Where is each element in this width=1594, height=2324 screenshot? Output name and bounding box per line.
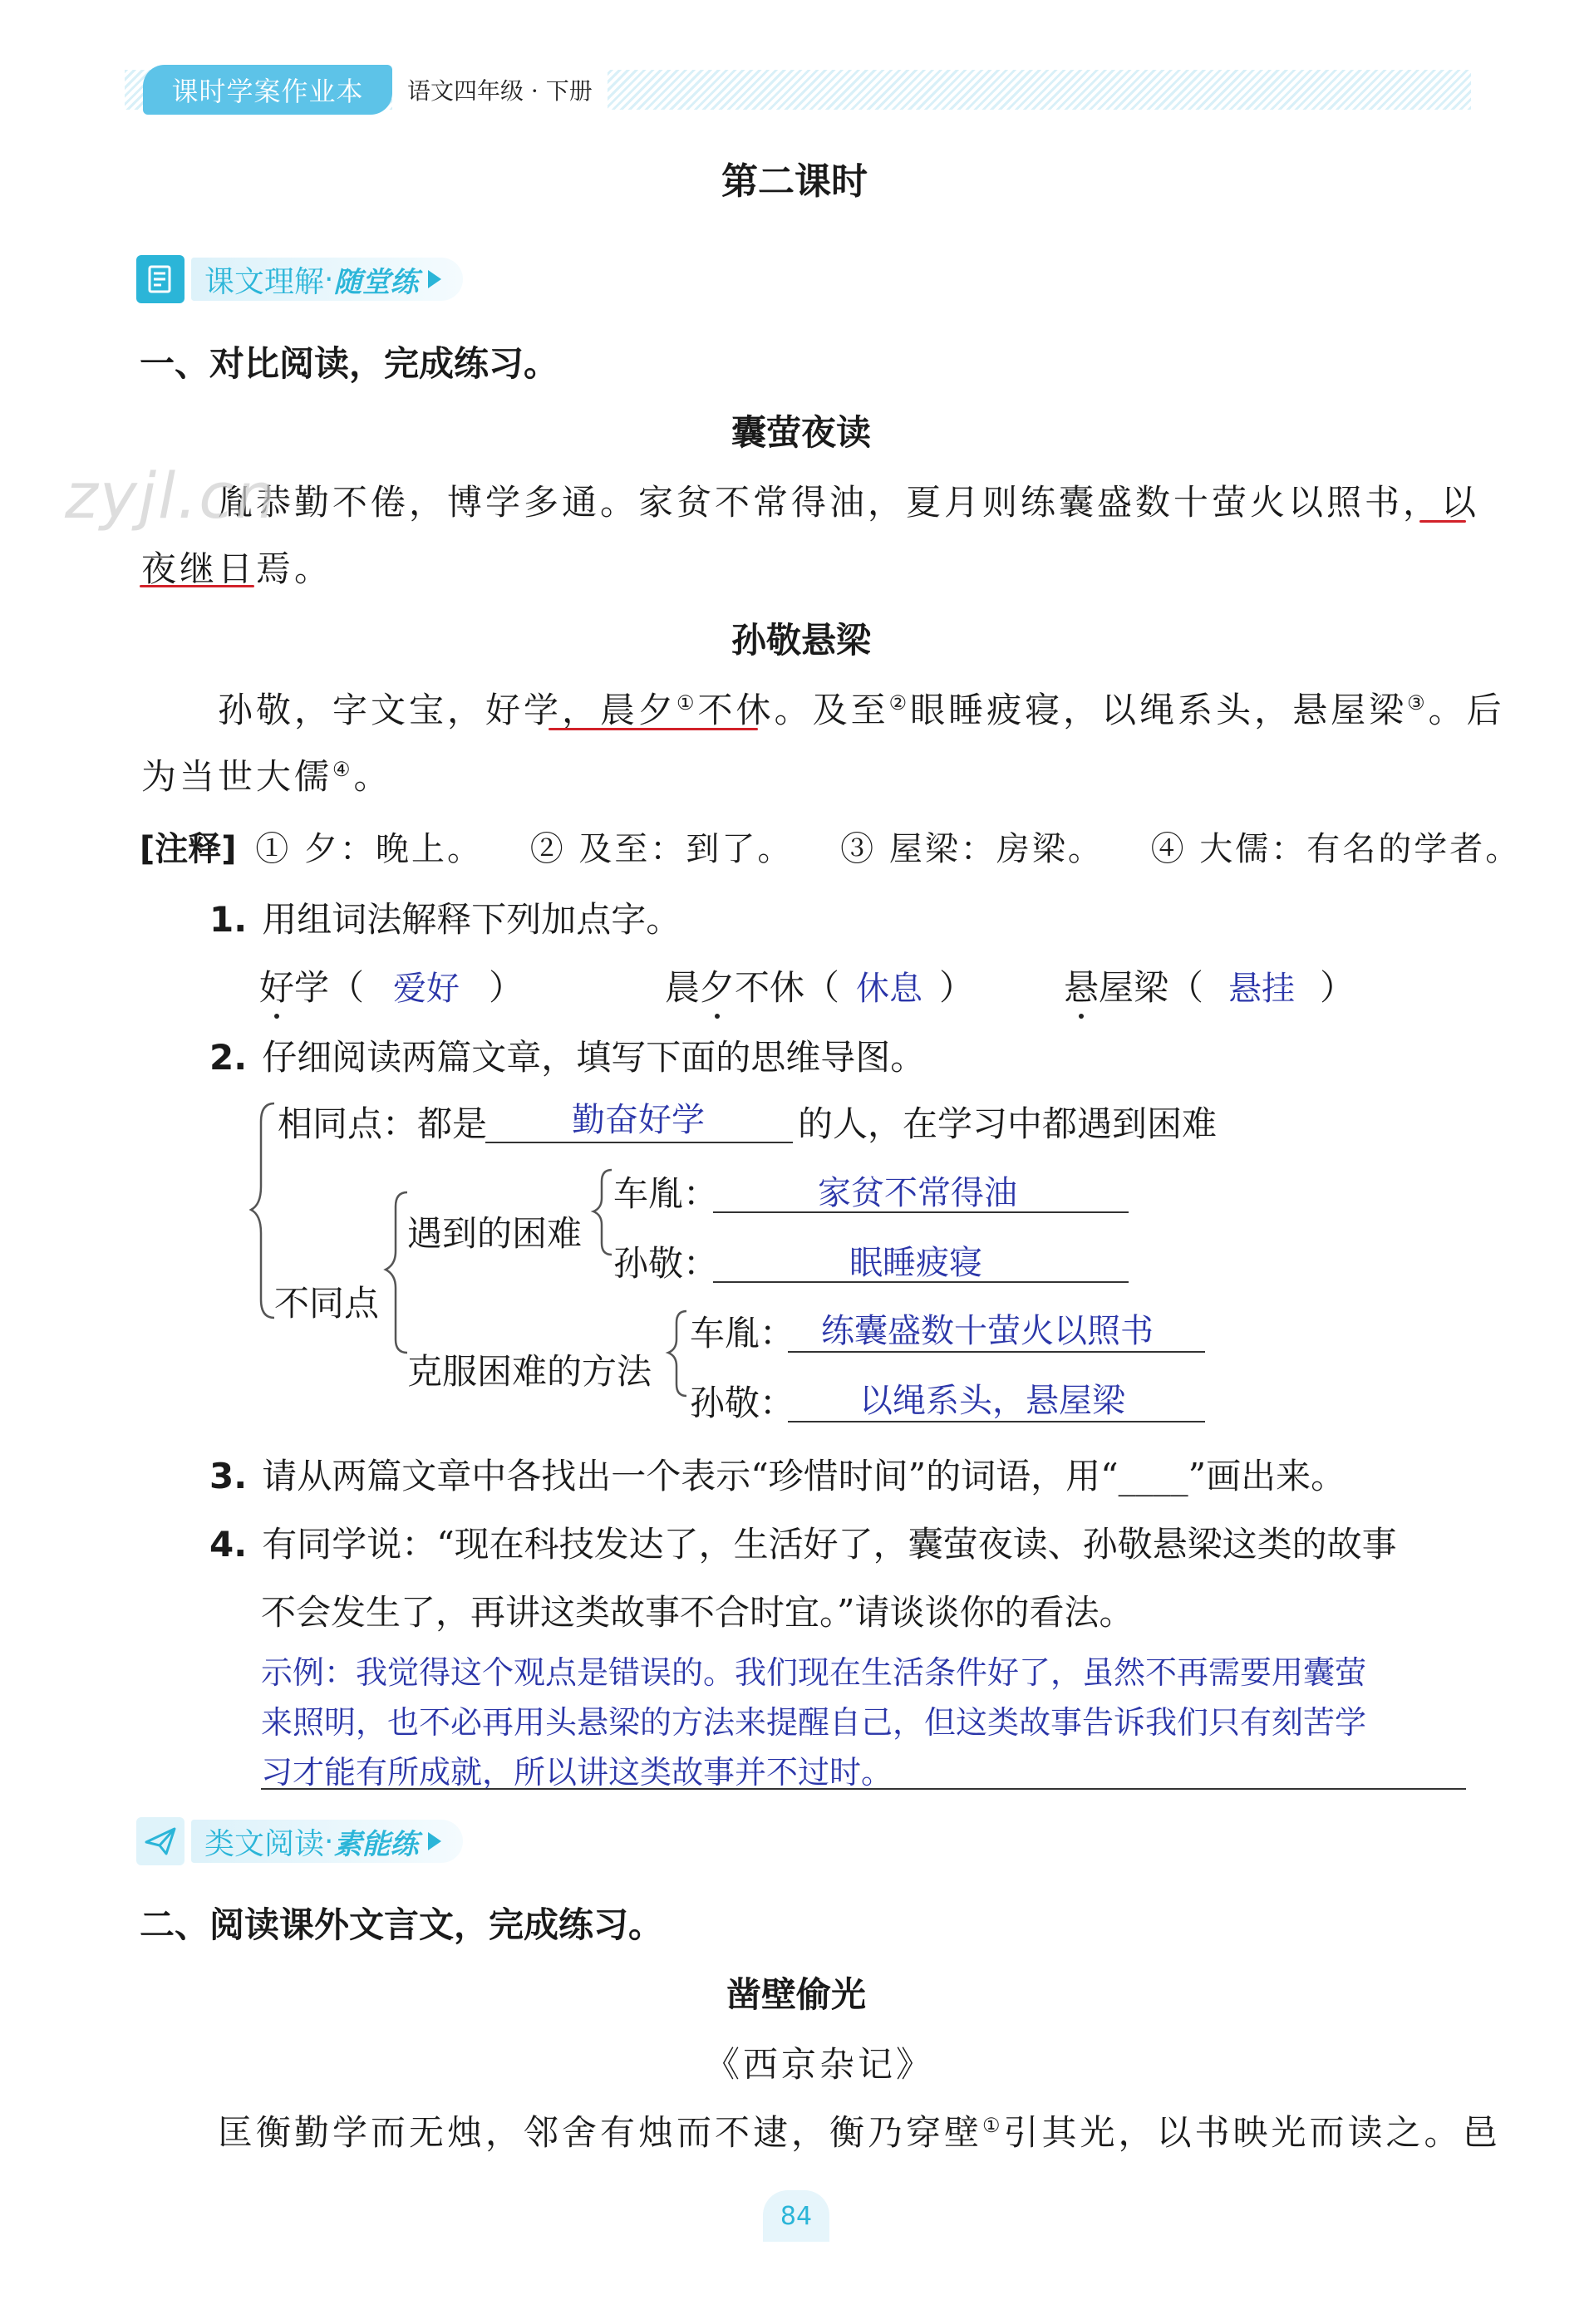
q4-answer-line2: 来照明，也不必再用头悬梁的方法来提醒自己，但这类故事告诉我们只有刻苦学	[261, 1704, 1367, 1741]
section2-banner-sep: ·	[324, 1824, 334, 1859]
footnote-3-marker: ③	[1407, 691, 1429, 715]
q1-item-1-dotted-char: 好	[259, 961, 294, 1010]
same-point-row	[278, 1097, 487, 1147]
passage2-seg-e: 眼睡疲寝，以绳系头，悬屋梁	[910, 690, 1408, 730]
underline-yi-ye-ji-ri-part2	[140, 585, 254, 587]
q1-item-3-dotted-char: 悬	[1064, 961, 1099, 1010]
note-3: ③ 屋梁：房梁。	[840, 830, 1104, 868]
passage2-title: 孙敬悬梁	[731, 620, 872, 661]
section1-banner-main: 课文理解	[204, 264, 325, 299]
q4-number: 4.	[209, 1524, 248, 1565]
passage2-line1	[218, 683, 1505, 733]
q3	[209, 1449, 1346, 1499]
q3-number: 3.	[209, 1456, 248, 1496]
method-p2-answer: 以绳系头，悬屋梁	[859, 1382, 1125, 1420]
difficulty-p2-name: 孙敬：	[613, 1243, 719, 1284]
passage3-footnote-1-marker: ①	[982, 2114, 1004, 2137]
q2	[209, 1030, 925, 1080]
underline-chen-xi-bu-xiu	[549, 728, 758, 730]
passage2-seg-b: 晨夕	[600, 690, 677, 730]
passage3-line1	[218, 2105, 1501, 2155]
passage2-line2-end: 。	[353, 756, 392, 797]
play-arrow-icon	[428, 270, 441, 288]
book-icon	[136, 255, 184, 303]
passage2-line2-text: 为当世大儒	[141, 756, 333, 797]
q4-text-line1: 有同学说：“现在科技发达了，生活好了，囊萤夜读、孙敬悬梁这类的故事	[262, 1524, 1397, 1565]
q1-item-1-post: 学（	[294, 967, 365, 1008]
q1-item-2-answer: 休息	[856, 970, 923, 1008]
footnote-4-marker: ④	[332, 758, 354, 781]
q3-text: 请从两篇文章中各找出一个表示“珍惜时间”的词语，用“____”画出来。	[262, 1456, 1346, 1496]
same-answer: 勤奋好学	[572, 1101, 705, 1139]
difficulty-p1-name: 车胤：	[613, 1173, 719, 1214]
q1	[209, 892, 681, 942]
passage1-line2: 夜继日焉。	[141, 548, 333, 589]
passage2-seg-c: 不休	[697, 690, 775, 730]
notes-row	[140, 823, 1521, 870]
q1-item-3-close: ）	[1320, 967, 1355, 1008]
q2-number: 2.	[209, 1037, 248, 1078]
passage1-line1: 胤恭勤不倦，博学多通。家贫不常得油，夏月则练囊盛数十萤火以照书，以	[218, 482, 1480, 523]
page-number: 84	[780, 2201, 813, 2231]
q1-number: 1.	[209, 899, 248, 940]
section2-banner-sub: 素能练	[333, 1827, 419, 1861]
section1-banner-sep: ·	[324, 262, 334, 297]
note-2: ② 及至：到了。	[529, 830, 794, 868]
section2-banner	[136, 1815, 463, 1867]
q1-text: 用组词法解释下列加点字。	[262, 899, 681, 940]
passage1-title: 囊萤夜读	[731, 412, 872, 453]
method-label: 克服困难的方法	[407, 1351, 652, 1392]
q1-item-2-pre: 晨	[665, 967, 701, 1008]
difficulty-p1-answer: 家贫不常得油	[818, 1174, 1017, 1212]
section2-banner-label	[191, 1820, 463, 1863]
q4-answer-line3: 习才能有所成就，所以讲这类故事并不过时。	[261, 1754, 893, 1791]
passage2-seg-a: 孙敬，字文宝，好学，	[218, 690, 601, 730]
section2-heading: 二、阅读课外文言文，完成练习。	[140, 1904, 664, 1945]
q1-item-1	[259, 961, 524, 1010]
difficulty-p2-answer: 眠睡疲寝	[849, 1244, 982, 1282]
section1-banner-sub: 随堂练	[333, 265, 419, 299]
q1-item-2-close: ）	[939, 967, 975, 1008]
q1-item-2-dotted-char: 夕	[700, 961, 735, 1010]
q1-item-2	[665, 961, 974, 1010]
diff-label: 不同点	[274, 1283, 380, 1324]
difficulty-label: 遇到的困难	[407, 1213, 583, 1254]
note-1: ① 夕：晚上。	[255, 830, 483, 868]
q2-text: 仔细阅读两篇文章，填写下面的思维导图。	[262, 1037, 926, 1078]
passage3-seg-a: 匡衡勤学而无烛，邻舍有烛而不逮，衡乃穿壁	[218, 2112, 983, 2153]
method-p1-answer: 练囊盛数十萤火以照书	[821, 1312, 1154, 1350]
watermark: zyjl.cn	[65, 459, 278, 533]
footnote-2-marker: ②	[888, 691, 911, 715]
q1-item-2-post: 不休（	[735, 967, 840, 1008]
passage3-title: 凿壁偷光	[726, 1974, 867, 2015]
same-answer-line	[485, 1142, 793, 1143]
same-tail: 的人，在学习中都遇到困难	[798, 1103, 1218, 1144]
section2-banner-main: 类文阅读	[204, 1826, 325, 1861]
header-book-box	[392, 70, 608, 110]
passage2-line2	[141, 749, 392, 799]
header-book: 语文四年级 · 下册	[407, 77, 593, 105]
header-series-tab	[143, 65, 392, 115]
section1-banner-label	[191, 258, 463, 301]
passage3-seg-b: 引其光，以书映光而读之。邑	[1003, 2112, 1501, 2153]
passage2-seg-d: 。及至	[774, 690, 889, 730]
note-4: ④ 大儒：有名的学者。	[1150, 830, 1522, 868]
underline-yi-ye-ji-ri-part1	[1419, 520, 1466, 523]
passage3-source: 《西京杂记》	[705, 2044, 935, 2085]
q4	[209, 1517, 1397, 1567]
play-arrow-icon-2	[428, 1832, 441, 1850]
footnote-1-marker: ①	[676, 691, 698, 715]
method-p2-name: 孙敬：	[690, 1383, 795, 1423]
page-number-tab	[763, 2190, 829, 2242]
section1-banner	[136, 253, 463, 305]
q4-answer-rule	[261, 1788, 1466, 1790]
q1-item-3	[1064, 961, 1355, 1010]
passage2-seg-f: 。后	[1428, 690, 1505, 730]
notes-label: [注释]	[140, 830, 237, 868]
q1-item-3-answer: 悬挂	[1228, 970, 1296, 1008]
header-series: 课时学案作业本	[171, 76, 364, 107]
q1-item-3-post: 屋梁（	[1099, 967, 1204, 1008]
same-label: 相同点：都是	[278, 1103, 488, 1144]
method-p1-name: 车胤：	[690, 1313, 795, 1354]
page-header	[125, 65, 1471, 115]
q1-item-1-close: ）	[489, 967, 524, 1008]
lesson-title: 第二课时	[721, 160, 868, 203]
q4-answer-line1: 示例：我觉得这个观点是错误的。我们现在生活条件好了，虽然不再需要用囊萤	[261, 1654, 1367, 1691]
q1-item-1-answer: 爱好	[393, 970, 460, 1008]
q4-text-line2: 不会发生了，再讲这类故事不合时宜。”请谈谈你的看法。	[261, 1592, 1134, 1633]
paper-plane-icon	[136, 1817, 184, 1865]
section1-heading: 一、对比阅读，完成练习。	[140, 343, 559, 384]
